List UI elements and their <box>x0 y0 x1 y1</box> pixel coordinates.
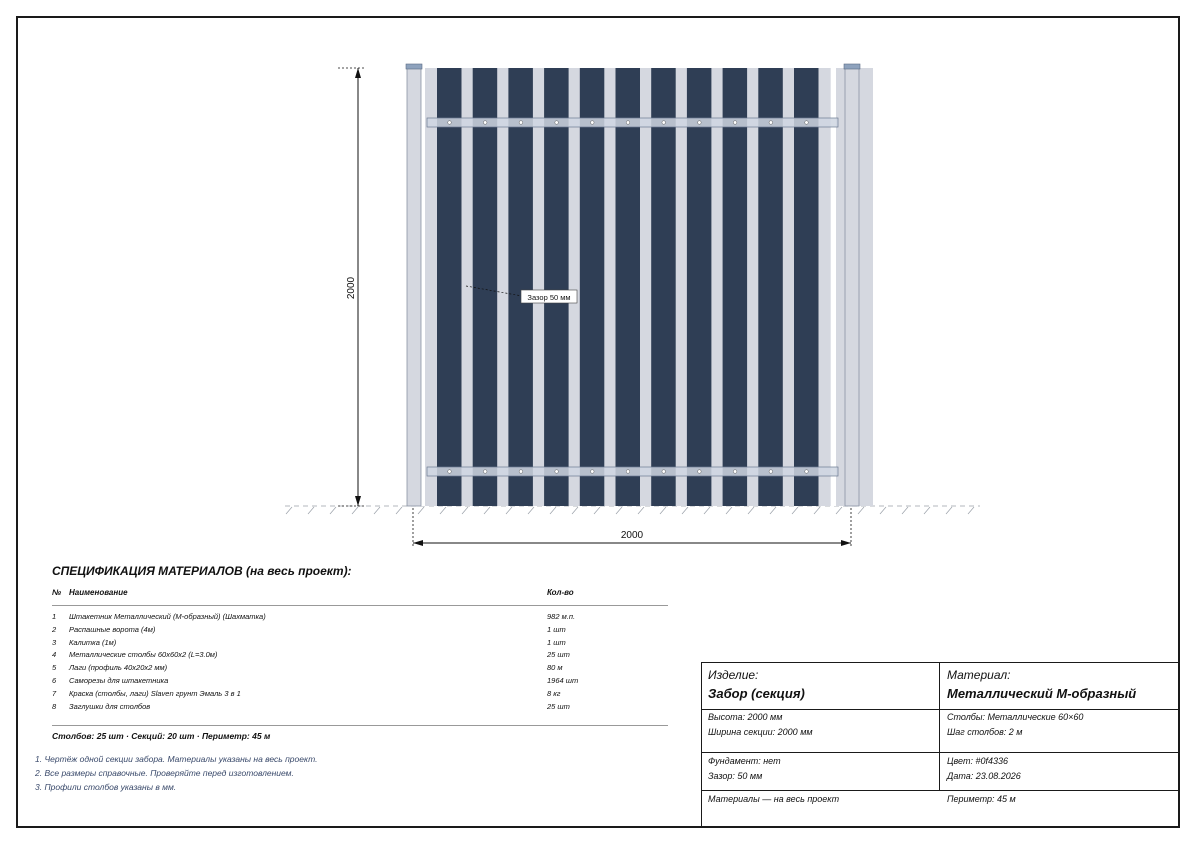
background-slat <box>425 68 438 506</box>
fence-slat <box>794 68 819 506</box>
spec-row: 7 Краска (столбы, лаги) Slaven грунт Эмаль 3 в 1 8 кг <box>52 689 561 698</box>
screw-mark <box>591 121 595 125</box>
fence-slat <box>616 68 641 506</box>
product-value: Забор (секция) <box>708 686 805 701</box>
ground-line <box>285 506 980 514</box>
fence-rail <box>427 118 838 127</box>
background-slat <box>818 68 831 506</box>
screw-mark <box>483 470 487 474</box>
material-label: Материал: <box>947 668 1011 682</box>
ground-hatch <box>396 507 402 514</box>
height-dimension-label: 2000 <box>346 276 357 300</box>
right-post <box>845 68 859 506</box>
screw-mark <box>555 470 559 474</box>
gap-value: Зазор: 50 мм <box>708 771 763 781</box>
background-slat <box>782 68 795 506</box>
screw-mark <box>698 470 702 474</box>
background-slat <box>568 68 581 506</box>
title-block-divider <box>702 709 1179 710</box>
ground-hatch <box>792 507 798 514</box>
color-value: Цвет: #0f4336 <box>947 756 1008 766</box>
ground-hatch <box>858 507 864 514</box>
ground-hatch <box>770 507 776 514</box>
screw-mark <box>483 121 487 125</box>
fence-rail <box>427 467 838 476</box>
width-dimension <box>413 508 851 548</box>
spec-total: Столбов: 25 шт · Секций: 20 шт · Периметр: 45 м <box>52 731 271 741</box>
product-label: Изделие: <box>708 668 759 682</box>
screw-mark <box>626 121 630 125</box>
screw-mark <box>626 470 630 474</box>
ground-hatch <box>902 507 908 514</box>
ground-hatch <box>352 507 358 514</box>
ground-hatch <box>572 507 578 514</box>
background-slat <box>532 68 545 506</box>
spec-row: 8 Заглушки для столбов 25 шт <box>52 702 570 711</box>
ground-hatch <box>946 507 952 514</box>
screw-mark <box>591 470 595 474</box>
screw-mark <box>769 121 773 125</box>
fence-slat <box>437 68 462 506</box>
height-dimension <box>338 68 365 506</box>
fence-slat <box>473 68 498 506</box>
title-block <box>701 662 1180 828</box>
ground-hatch <box>748 507 754 514</box>
section-width-value: Ширина секции: 2000 мм <box>708 727 813 737</box>
title-block-divider <box>702 790 1179 791</box>
ground-hatch <box>704 507 710 514</box>
left-post <box>407 68 421 506</box>
ground-hatch <box>462 507 468 514</box>
ground-hatch <box>594 507 600 514</box>
screw-mark <box>805 470 809 474</box>
perimeter-value: Периметр: 45 м <box>947 794 1016 804</box>
right-post-cap <box>844 64 860 69</box>
screw-mark <box>662 121 666 125</box>
spec-header-divider <box>52 605 668 606</box>
materials-note: Материалы — на весь проект <box>708 794 840 804</box>
ground-hatch <box>968 507 974 514</box>
fence-slat <box>508 68 533 506</box>
background-slat <box>604 68 617 506</box>
ground-hatch <box>286 507 292 514</box>
spec-row: 6 Саморезы для штакетника 1964 шт <box>52 676 579 685</box>
post-step-value: Шаг столбов: 2 м <box>947 727 1023 737</box>
spec-col-qty: Кол-во <box>547 588 574 597</box>
ground-hatch <box>528 507 534 514</box>
height-value: Высота: 2000 мм <box>708 712 783 722</box>
spec-row: 1 Штакетник Металлический (М-образный) (Шахматка) 982 м.п. <box>52 612 576 621</box>
spec-row: 4 Металлические столбы 60x60x2 (L=3.0м) 25 шт <box>52 650 570 659</box>
background-slat <box>675 68 688 506</box>
ground-hatch <box>880 507 886 514</box>
screw-mark <box>698 121 702 125</box>
note-2: 2. Все размеры справочные. Проверяйте перед изготовлением. <box>35 768 294 778</box>
fence-slat <box>758 68 783 506</box>
ground-hatch <box>330 507 336 514</box>
title-block-divider <box>702 752 1179 753</box>
screw-mark <box>769 470 773 474</box>
ground-hatch <box>682 507 688 514</box>
spec-col-name: Наименование <box>69 588 128 597</box>
spec-row: 2 Распашные ворота (4м) 1 шт <box>52 625 566 634</box>
screw-mark <box>662 470 666 474</box>
ground-hatch <box>484 507 490 514</box>
ground-hatch <box>638 507 644 514</box>
screw-mark <box>805 121 809 125</box>
fence-slat <box>580 68 605 506</box>
screw-mark <box>733 121 737 125</box>
screw-mark <box>448 470 452 474</box>
spec-col-num: № <box>52 588 62 597</box>
ground-hatch <box>814 507 820 514</box>
fence-slat <box>651 68 676 506</box>
ground-hatch <box>616 507 622 514</box>
posts-value: Столбы: Металлические 60×60 <box>947 712 1084 722</box>
ground-hatch <box>374 507 380 514</box>
spec-row: 5 Лаги (профиль 40x20x2 мм) 80 м <box>52 663 563 672</box>
foundation-value: Фундамент: нет <box>708 756 781 766</box>
note-1: 1. Чертёж одной секции забора. Материалы указаны на весь проект. <box>35 754 318 764</box>
screw-mark <box>519 470 523 474</box>
background-slat <box>639 68 652 506</box>
screw-mark <box>448 121 452 125</box>
note-3: 3. Профили столбов указаны в мм. <box>35 782 177 792</box>
background-slat <box>496 68 509 506</box>
left-post-cap <box>406 64 422 69</box>
fence-slat <box>723 68 748 506</box>
ground-hatch <box>726 507 732 514</box>
ground-hatch <box>550 507 556 514</box>
spec-title: СПЕЦИФИКАЦИЯ МАТЕРИАЛОВ (на весь проект): <box>52 564 352 578</box>
ground-hatch <box>418 507 424 514</box>
ground-hatch <box>924 507 930 514</box>
date-value: Дата: 23.08.2026 <box>947 771 1021 781</box>
ground-hatch <box>836 507 842 514</box>
fence-slat <box>544 68 569 506</box>
gap-callout-label: Зазор 50 мм <box>527 293 571 302</box>
spec-row: 3 Калитка (1м) 1 шт <box>52 638 566 647</box>
fence-slats <box>437 68 819 506</box>
ground-hatch <box>506 507 512 514</box>
screw-mark <box>555 121 559 125</box>
ground-hatch <box>308 507 314 514</box>
background-slat <box>746 68 759 506</box>
spec-total-divider <box>52 725 668 726</box>
ground-hatch <box>440 507 446 514</box>
title-block-divider <box>939 663 940 791</box>
width-dimension-label: 2000 <box>620 530 644 541</box>
ground-hatch <box>660 507 666 514</box>
material-value: Металлический М-образный <box>947 686 1137 701</box>
screw-mark <box>519 121 523 125</box>
screw-mark <box>733 470 737 474</box>
background-slat <box>711 68 724 506</box>
fence-slat <box>687 68 712 506</box>
